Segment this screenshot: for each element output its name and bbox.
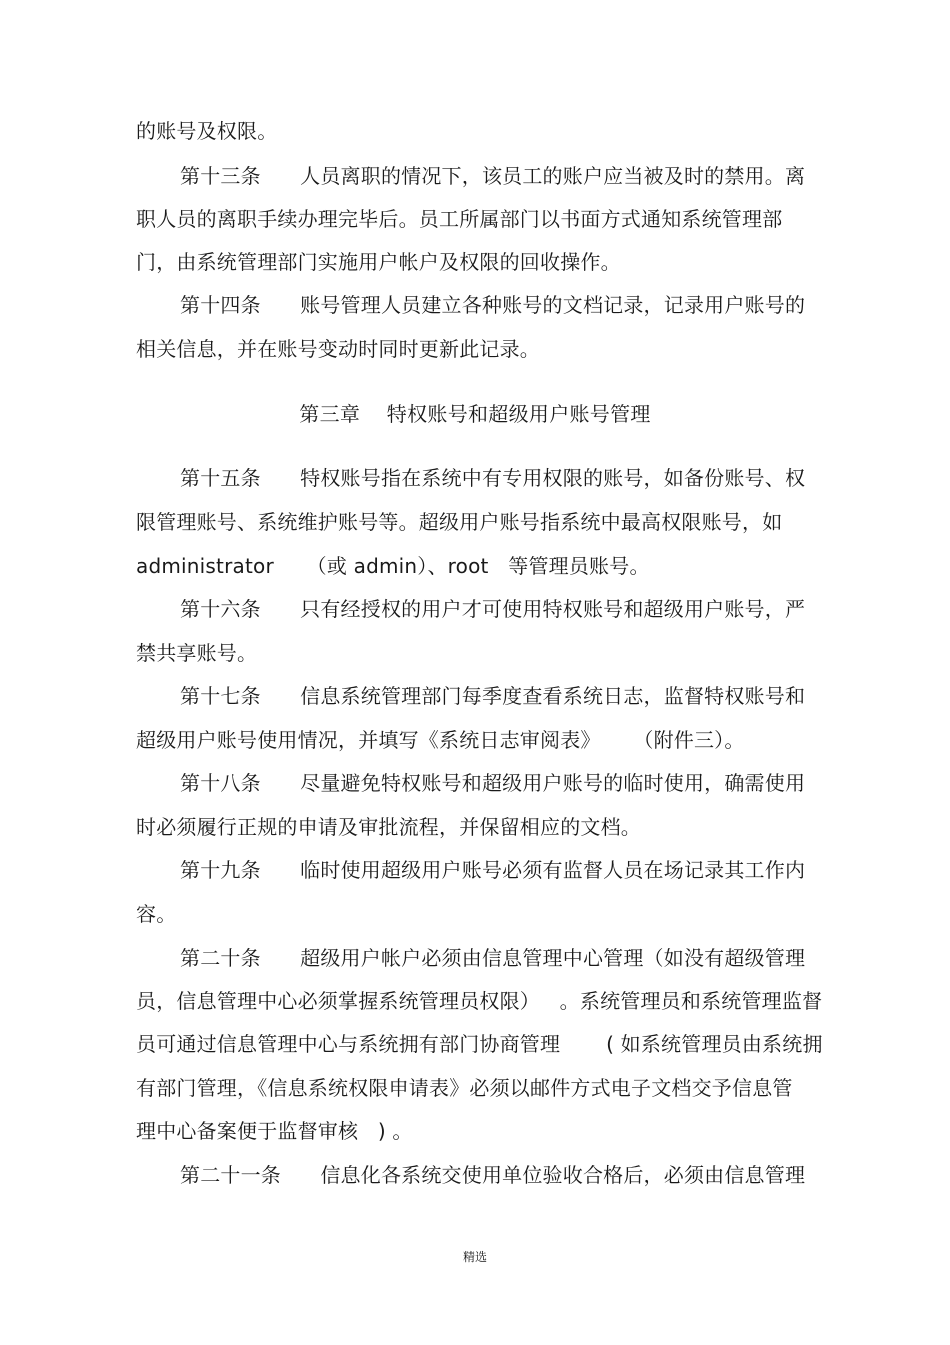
text-line: 的账号及权限。	[136, 119, 278, 143]
text-line: 有部门管理，《信息系统权限申请表》必须以邮件方式电子文档交予信息管	[136, 1076, 793, 1100]
text-line: 理中心备案便于监督审核 ) 。	[136, 1119, 413, 1143]
text-line: 时必须履行正规的申请及审批流程，并保留相应的文档。	[136, 815, 641, 839]
text-line: 员可通过信息管理中心与系统拥有部门协商管理 ( 如系统管理员由系统拥	[136, 1032, 823, 1056]
text-line: 员，信息管理中心必须掌握系统管理员权限） 。系统管理员和系统管理监督	[136, 989, 823, 1013]
article-19-line: 第十九条 临时使用超级用户账号必须有监督人员在场记录其工作内	[180, 858, 806, 882]
article-16-line: 第十六条 只有经授权的用户才可使用特权账号和超级用户账号，严	[180, 597, 806, 621]
text-line: 职人员的离职手续办理完毕后。员工所属部门以书面方式通知系统管理部	[136, 207, 783, 231]
article-20-line: 第二十条 超级用户帐户必须由信息管理中心管理（如没有超级管理	[180, 946, 806, 970]
text-line: 限管理账号、系统维护账号等。超级用户账号指系统中最高权限账号，如	[136, 510, 783, 534]
chapter-heading: 第三章 特权账号和超级用户账号管理	[299, 402, 651, 426]
article-15-line: 第十五条 特权账号指在系统中有专用权限的账号，如备份账号、权	[180, 466, 806, 490]
text-line: 超级用户账号使用情况，并填写《系统日志审阅表》 （附件三）。	[136, 728, 745, 752]
article-21-line: 第二十一条 信息化各系统交使用单位验收合格后，必须由信息管理	[180, 1163, 806, 1187]
article-17-line: 第十七条 信息系统管理部门每季度查看系统日志，监督特权账号和	[180, 684, 806, 708]
page-footer: 精选	[462, 1250, 487, 1264]
text-line: 容。	[136, 902, 177, 926]
article-13-line: 第十三条 人员离职的情况下，该员工的账户应当被及时的禁用。离	[180, 164, 806, 188]
article-18-line: 第十八条 尽量避免特权账号和超级用户账号的临时使用，确需使用	[180, 771, 806, 795]
text-line: 禁共享账号。	[136, 641, 258, 665]
article-14-line: 第十四条 账号管理人员建立各种账号的文档记录，记录用户账号的	[180, 293, 806, 317]
text-line: administrator （或 admin）、root 等管理员账号。	[136, 554, 650, 578]
text-line: 门，由系统管理部门实施用户帐户及权限的回收操作。	[136, 250, 621, 274]
text-line: 相关信息，并在账号变动时同时更新此记录。	[136, 337, 540, 361]
